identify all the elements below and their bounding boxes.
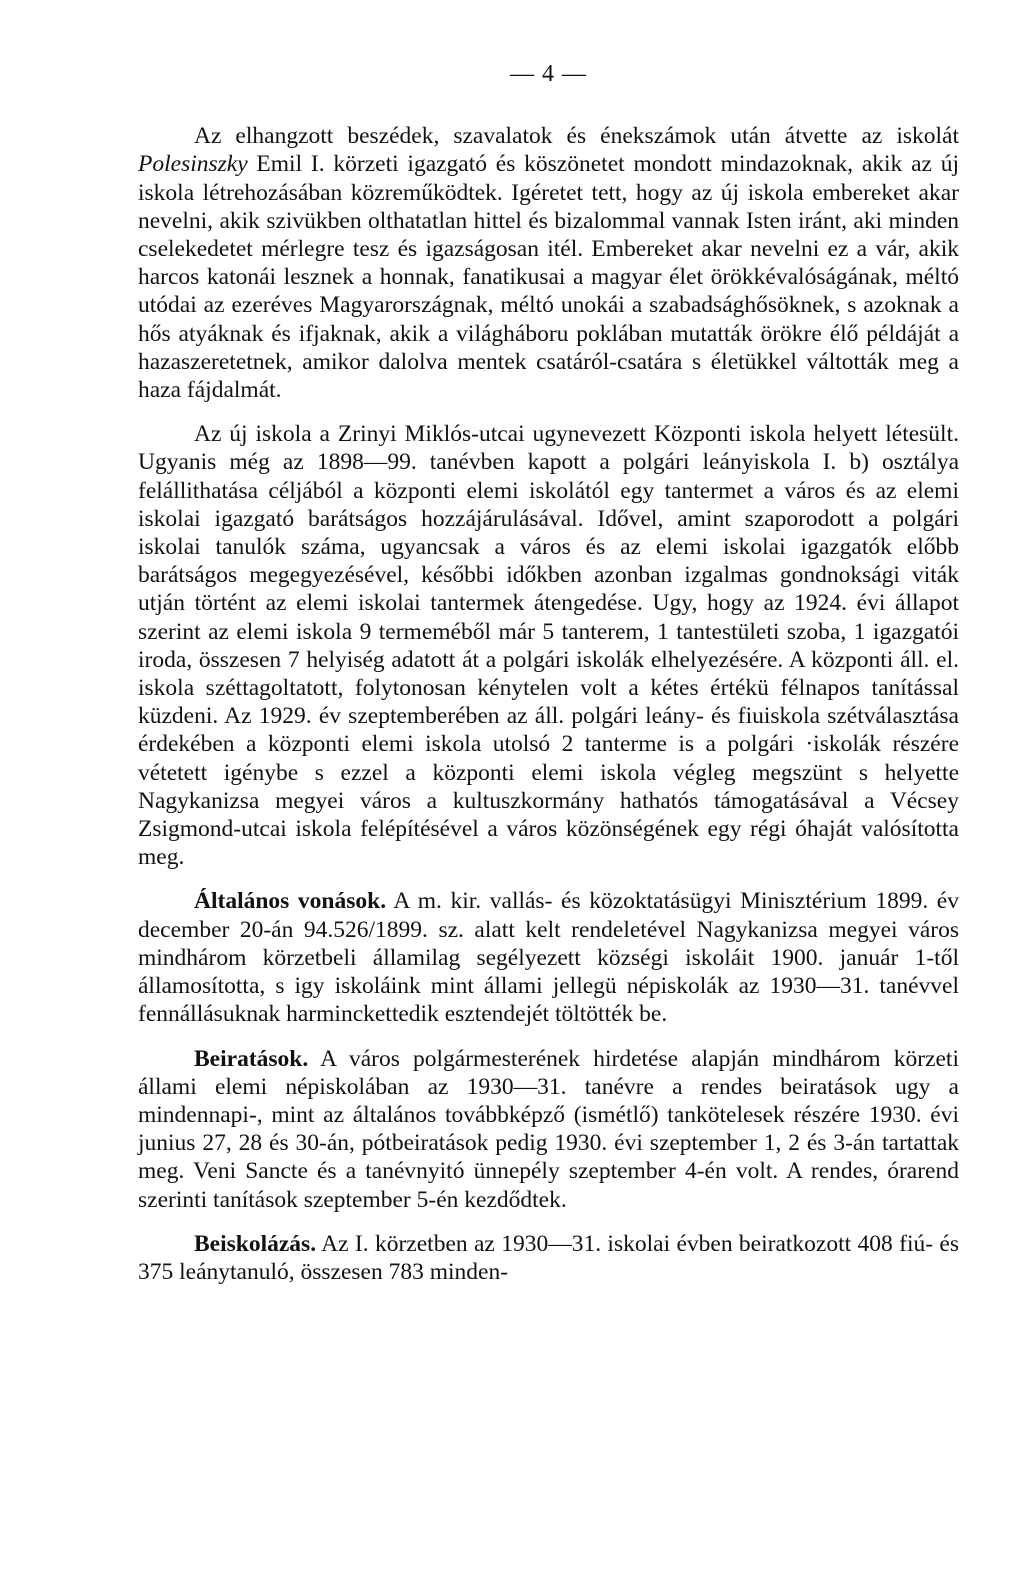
page-number: — 4 — xyxy=(510,61,587,87)
text-run: Az I. körzetben az 1930—31. iskolai évben beiratkozott 408 fiú- és 375 leánytanuló, összesen 783 minden- xyxy=(138,1230,959,1285)
section-heading-enrollments: Beiratások. xyxy=(194,1045,309,1072)
document-page xyxy=(138,60,959,1286)
text-run: Emil I. körzeti igazgató és köszönetet mondott mindazoknak, akik az új iskola létrehozásában közreműködtek. Igéretet tett, hogy az új iskola embereket akar nevelni, akik szivükben olthatatlan hittel és bizalommal vannak Isten iránt, aki minden cselekedetet mérlegre tesz és igazságosan itél. Embereket akar nevelni ez a vár, akik harcos katonái lesznek a honnak, fanatikusai a magyar élet örökkévalóságának, méltó utódai az ezeréves Magyarországnak, méltó unokái a szabadsághősöknek, s azoknak a hős atyáknak és ifjaknak, akik a világháboru poklában mutatták örökre élő példáját a hazaszeretetnek, amikor dalolva mentek csatáról-csatára s életükkel váltották meg a haza fájdalmát. xyxy=(138,151,959,404)
text-run: Az új iskola a Zrinyi Miklós-utcai ugynevezett Központi iskola helyett létesült. Ugyanis még az 1898—99. tanévben kapott a polgári leányiskola I. b) osztálya felállithatása céljából a központi elemi iskolától egy tantermet a város és az elemi iskolai igazgató barátságos hozzájárulásával. Idővel, amint szaporodott a polgári iskolai tanulók száma, ugyancsak a város és az elemi iskolai igazgatók előbb barátságos megegyezésével, későbbi időkben azonban izgalmas gondnoksági viták utján történt az elemi iskolai tantermek átengedése. Ugy, hogy az 1924. évi állapot szerint az elemi iskola 9 termeméből már 5 tanterem, 1 tantestületi szoba, 1 igazgatói iroda, összesen 7 helyiség adatott át a polgári iskolák elhelyezésére. A központi áll. el. iskola széttagoltatott, folytonosan kénytelen volt a kétes értékü félnapos tanítással küzdeni. Az 1929. év szeptemberében az áll. polgári leány- és fiuiskola szétválasztása érdekében a központi elemi iskola utolsó 2 tanterme is a polgári ·iskolák részére vétetett igénybe s ezzel a központi elemi iskola végleg megszünt s helyette Nagykanizsa megyei város a kultuszkormány hathatós támogatásával a Vécsey Zsigmond-utcai iskola felépítésével a város közönségének egy régi óhaját valósította meg. xyxy=(138,421,959,871)
text-run: Az elhangzott beszédek, szavalatok és énekszámok után átvette az iskolát xyxy=(194,123,959,150)
paragraph-general-features xyxy=(138,887,959,1028)
text-run: A város polgármesterének hirdetése alapján mindhárom körzeti állami elemi népiskolában az 1930—31. tanévre a rendes beiratások ugy a mindennapi-, mint az általános továbbképző (ismétlő) tankötelesek részére 1930. évi junius 27, 28 és 30-án, pótbeiratások pedig 1930. évi szeptember 1, 2 és 3-án tartattak meg. Veni Sancte és a tanévnyitó ünnepély szeptember 4-én volt. A rendes, órarend szerinti tanítások szeptember 5-én kezdődtek. xyxy=(138,1045,959,1213)
italic-name: Polesinszky xyxy=(138,151,248,178)
section-heading-schooling: Beiskolázás. xyxy=(194,1230,317,1257)
section-heading-general-features: Általános vonások. xyxy=(194,888,387,915)
paragraph-enrollments xyxy=(138,1045,959,1214)
paragraph-schooling xyxy=(138,1230,959,1286)
paragraph-school-history xyxy=(138,420,959,871)
text-run: A m. kir. vallás- és közoktatásügyi Minisztérium 1899. év december 20-án 94.526/1899. sz. alatt kelt rendeletével Nagykanizsa megyei város mindhárom körzetbeli államilag segélyezett községi iskoláit 1900. január 1-től államosította, s igy iskoláink mint állami jellegü népiskolák az 1930—31. tanévvel fennállásuknak harminckettedik esztendejét töltötték be. xyxy=(138,888,959,1028)
paragraph-opening-speech xyxy=(138,122,959,404)
